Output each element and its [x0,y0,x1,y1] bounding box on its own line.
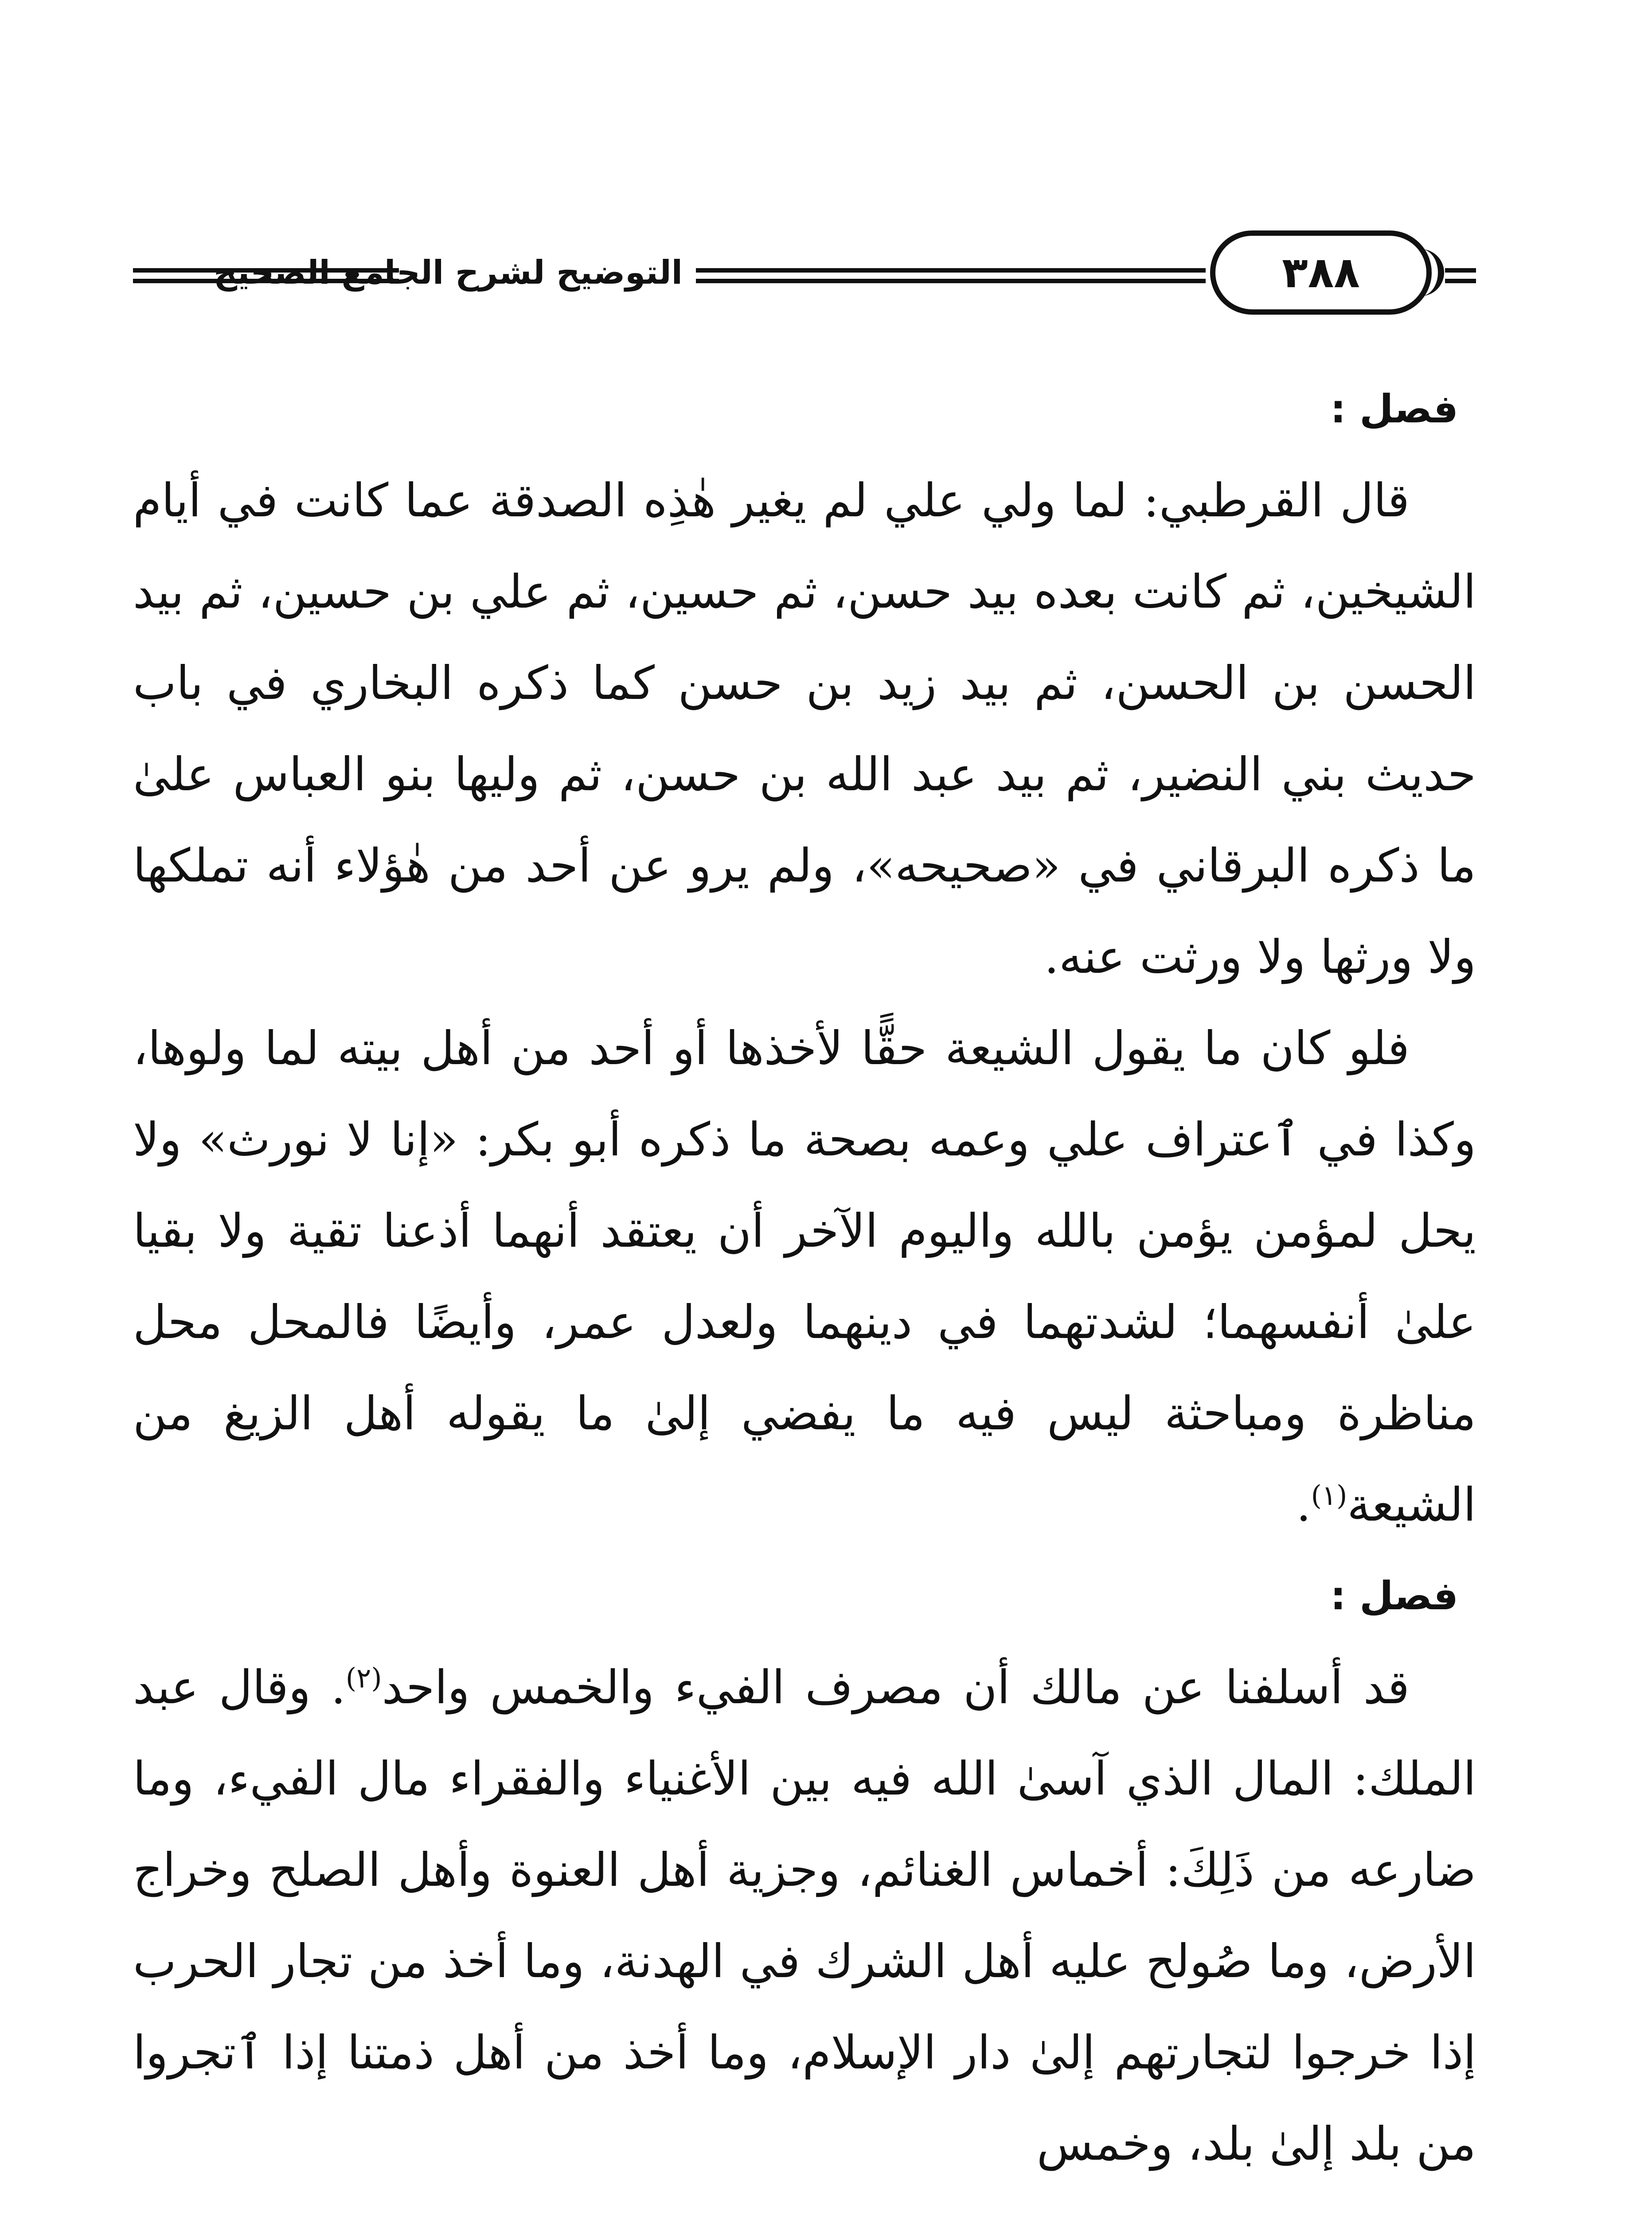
paragraph-text: قد أسلفنا عن مالك أن مصرف الفيء والخمس واحد [382,1660,1410,1714]
header-rule-right [1445,268,1476,283]
book-title: التوضيح لشرح الجامع الصحيح [213,254,683,292]
header-rule-middle [696,268,1206,283]
section-heading: فصل : [1330,386,1458,432]
paragraph-text: فلو كان ما يقول الشيعة حقًّا لأخذها أو أحد من أهل بيته لما ولوها، وكذا في ٱعتراف علي وعمه بصحة ما ذكره أبو بكر: «إنا لا نورث» ولا يحل لمؤمن يؤمن بالله واليوم الآخر أن يعتقد أنهما أذعنا تقية ولا بقيا علىٰ أنفسهما؛ لشدتهما في دينهما ولعدل عمر، وأيضًا فالمحل محل مناظرة ومباحثة ليس فيه ما يفضي إلىٰ ما يقوله أهل الزيغ من الشيعة [133,1021,1476,1532]
paragraph-text: . وقال عبد الملك: المال الذي آسىٰ الله فيه بين الأغنياء والفقراء مال الفيء، وما ضارعه من ذَلِكَ: أخماس الغنائم، وجزية أهل العنوة وأهل الصلح وخراج الأرض، وما صُولح عليه أهل الشرك في الهدنة، وما أخذ من تجار الحرب إذا خرجوا لتجارتهم إلىٰ دار الإسلام، وما أخذ من أهل ذمتنا إذا ٱتجروا من بلد إلىٰ بلد، وخمس [133,1660,1476,2171]
header-rule-left [133,268,399,283]
paragraph-fay-khums [133,1642,1476,2189]
running-header [133,222,1476,324]
footnote-reference: (٢) [345,1662,382,1694]
paragraph-qurtubi: قال القرطبي: لما ولي علي لم يغير هٰذِه الصدقة عما كانت في أيام الشيخين، ثم كانت بعده بيد حسن، ثم حسين، ثم علي بن حسين، ثم بيد الحسن بن الحسن، ثم بيد زيد بن حسن كما ذكره البخاري في باب حديث بني النضير، ثم بيد عبد الله بن حسن، ثم وليها بنو العباس علىٰ ما ذكره البرقاني في «صحيحه»، ولم يرو عن أحد من هٰؤلاء أنه تملكها ولا ورثها ولا ورثت عنه. [133,473,1476,984]
footnote-reference: (١) [1311,1479,1347,1512]
main-text [133,363,1476,2189]
sentence-end: . [1296,1478,1311,1532]
page-number: ٣٨٨ [1210,230,1432,315]
paragraph-shia-refutation [133,1003,1476,1550]
section-heading: فصل : [1330,1573,1458,1619]
